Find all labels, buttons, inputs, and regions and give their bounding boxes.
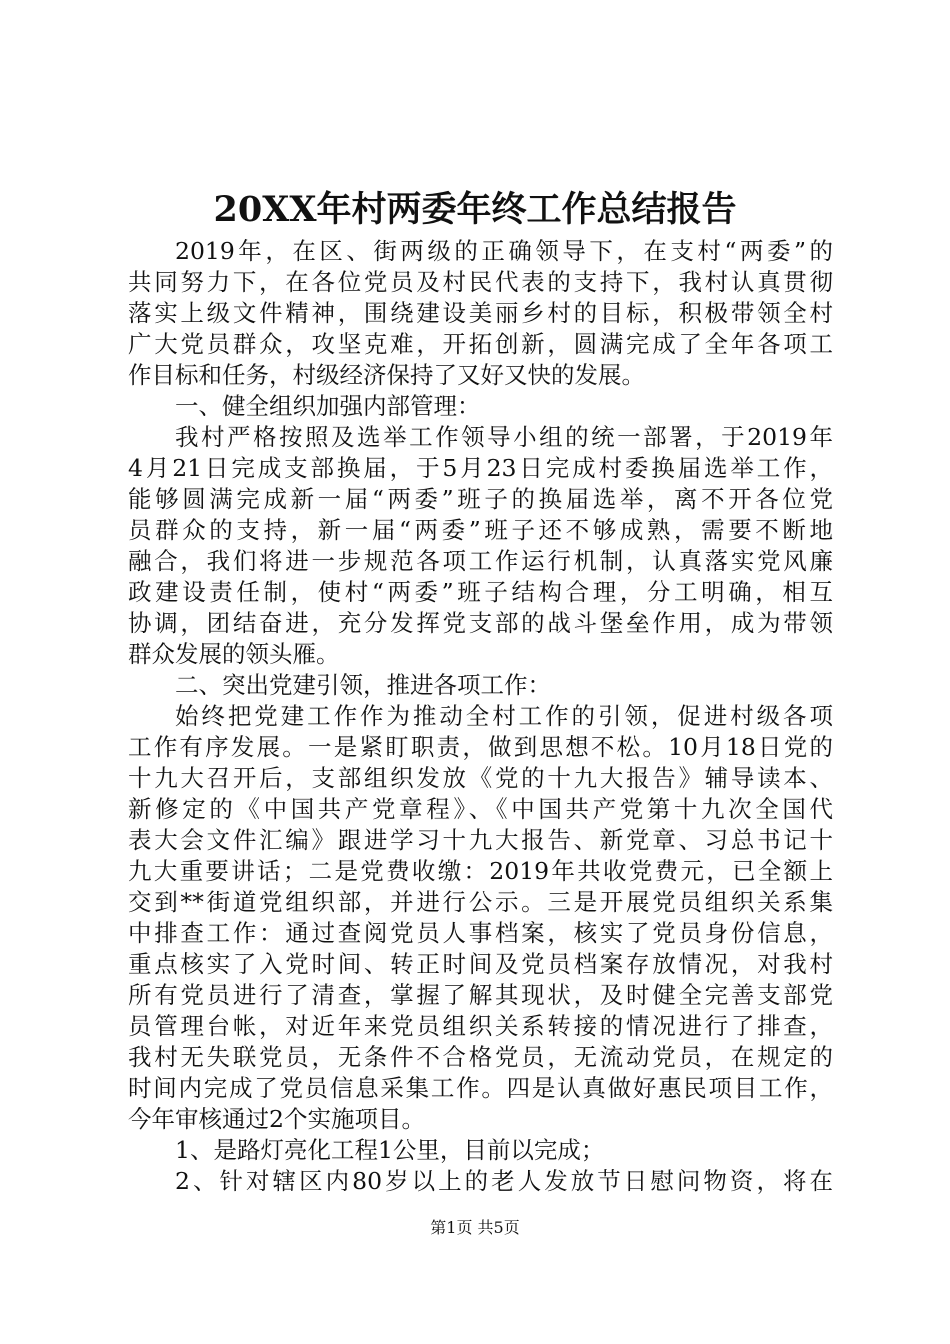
- text-line: 工作有序发展。一是紧盯职责，做到思想不松。10月18日党的: [128, 733, 833, 761]
- document-body: [128, 236, 833, 1197]
- list-item: 2、针对辖区内80岁以上的老人发放节日慰问物资，将在: [175, 1167, 833, 1195]
- text-line: 十九大召开后，支部组织发放《党的十九大报告》辅导读本、: [128, 764, 833, 792]
- document-title: 20XX年村两委年终工作总结报告: [213, 189, 737, 230]
- text-line: 共同努力下，在各位党员及村民代表的支持下，我村认真贯彻: [128, 268, 833, 296]
- text-line: 重点核实了入党时间、转正时间及党员档案存放情况，对我村: [128, 950, 833, 978]
- page-footer: 第1页 共5页: [430, 1218, 520, 1237]
- text-line: 时间内完成了党员信息采集工作。四是认真做好惠民项目工作，: [128, 1074, 833, 1102]
- text-line: 始终把党建工作作为推动全村工作的引领，促进村级各项: [175, 702, 833, 730]
- section-heading: 二、突出党建引领，推进各项工作：: [175, 671, 551, 699]
- text-line: 今年审核通过2个实施项目。: [128, 1105, 425, 1133]
- text-line: 交到**街道党组织部，并进行公示。三是开展党员组织关系集: [128, 888, 833, 916]
- section-heading: 一、健全组织加强内部管理：: [175, 392, 481, 420]
- text-line: 作目标和任务，村级经济保持了又好又快的发展。: [128, 361, 645, 389]
- text-line: 我村严格按照及选举工作领导小组的统一部署，于2019年: [175, 423, 833, 451]
- text-line: 员管理台帐，对近年来党员组织关系转接的情况进行了排查，: [128, 1012, 833, 1040]
- text-line: 融合，我们将进一步规范各项工作运行机制，认真落实党风廉: [128, 547, 833, 575]
- text-line: 中排查工作：通过查阅党员人事档案，核实了党员身份信息，: [128, 919, 833, 947]
- text-line: 2019年，在区、街两级的正确领导下，在支村“两委”的: [175, 237, 833, 265]
- text-line: 落实上级文件精神，围绕建设美丽乡村的目标，积极带领全村: [128, 299, 833, 327]
- text-line: 员群众的支持，新一届“两委”班子还不够成熟，需要不断地: [128, 516, 833, 544]
- text-line: 表大会文件汇编》跟进学习十九大报告、新党章、习总书记十: [128, 826, 833, 854]
- text-line: 能够圆满完成新一届“两委”班子的换届选举，离不开各位党: [128, 485, 833, 513]
- text-line: 协调，团结奋进，充分发挥党支部的战斗堡垒作用，成为带领: [128, 609, 833, 637]
- text-line: 4月21日完成支部换届，于5月23日完成村委换届选举工作，: [128, 454, 833, 482]
- text-line: 政建设责任制，使村“两委”班子结构合理，分工明确，相互: [128, 578, 833, 606]
- text-line: 所有党员进行了清查，掌握了解其现状，及时健全完善支部党: [128, 981, 833, 1009]
- text-line: 新修定的《中国共产党章程》、《中国共产党第十九次全国代: [128, 795, 833, 823]
- text-line: 群众发展的领头雁。: [128, 640, 340, 668]
- text-line: 我村无失联党员，无条件不合格党员，无流动党员，在规定的: [128, 1043, 833, 1071]
- text-line: 九大重要讲话；二是党费收缴：2019年共收党费元，已全额上: [128, 857, 833, 885]
- text-line: 广大党员群众，攻坚克难，开拓创新，圆满完成了全年各项工: [128, 330, 833, 358]
- list-item: 1、是路灯亮化工程1公里，目前以完成；: [175, 1136, 605, 1164]
